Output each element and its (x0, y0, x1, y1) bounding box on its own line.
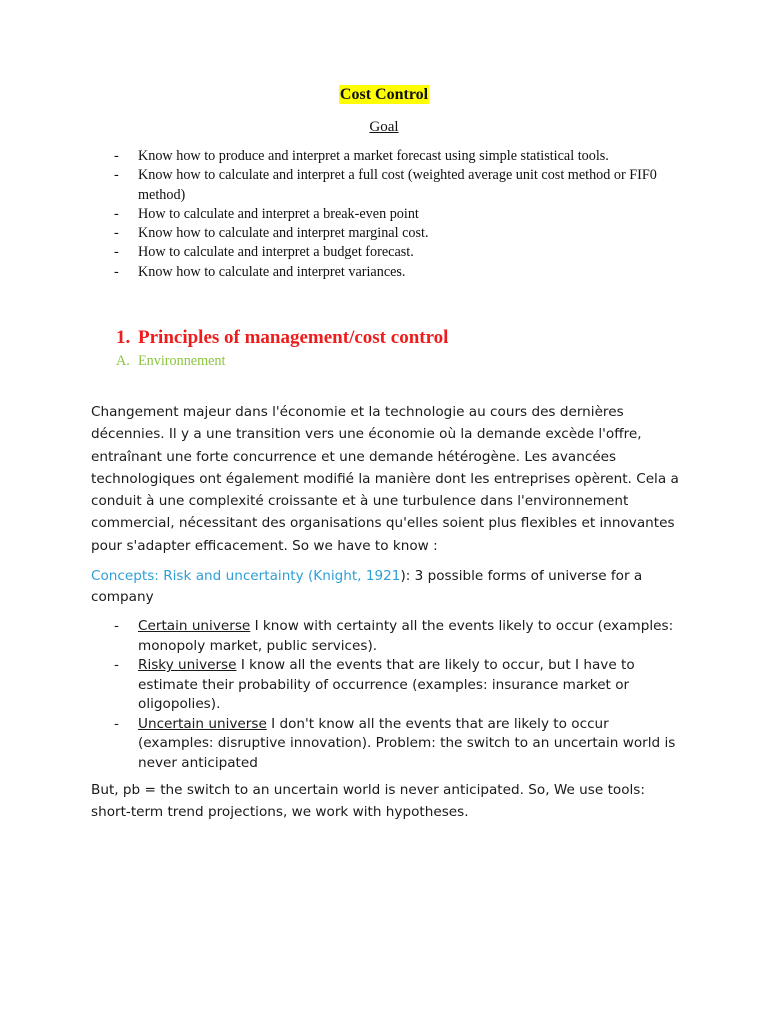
universe-text: I know all the events that are likely to occur, but I have to estimate their probability of occurrence (examples: insurance market or oligopolies). (138, 657, 635, 712)
document-title: Cost Control (339, 86, 429, 103)
goal-item (110, 147, 680, 166)
bullet-dash: - (114, 618, 119, 634)
goal-item (110, 205, 680, 224)
bullet-dash: - (114, 715, 119, 732)
section-heading (116, 327, 448, 349)
section-title: Principles of management/cost control (138, 327, 449, 348)
universe-list (110, 617, 685, 773)
universe-item (110, 656, 685, 715)
subsection-title: Environnement (138, 353, 226, 369)
universe-item (110, 617, 685, 656)
concepts-paragraph (91, 566, 681, 607)
goal-item (110, 243, 680, 262)
bullet-dash: - (114, 148, 119, 164)
title-wrap (0, 86, 768, 104)
bullet-dash: - (114, 657, 119, 673)
universe-text: I don't know all the events that are likely to occur (examples: disruptive innovation). Problem: the switch to an uncertain world is never anticipated (138, 715, 676, 771)
bullet-dash: - (114, 167, 119, 184)
goal-heading: Goal (369, 119, 399, 135)
bullet-dash: - (114, 205, 119, 222)
goal-text: Know how to calculate and interpret marginal cost. (138, 225, 429, 242)
universe-term: Uncertain universe (138, 715, 267, 732)
goal-text: Know how to produce and interpret a market forecast using simple statistical tools. (138, 148, 609, 164)
goals-list (110, 147, 680, 282)
universe-text: I know with certainty all the events likely to occur (examples: monopoly market, public services). (138, 618, 674, 654)
bullet-dash: - (114, 263, 119, 280)
concepts-link[interactable]: Concepts: Risk and uncertainty (Knight, 1921 (91, 568, 401, 584)
goal-text: Know how to calculate and interpret a full cost (weighted average unit cost method or FIF0 method) (138, 167, 657, 203)
universe-term: Certain universe (138, 618, 251, 634)
goal-wrap (0, 118, 768, 136)
goal-item (110, 224, 680, 243)
goal-text: How to calculate and interpret a break-even point (138, 205, 419, 222)
environment-paragraph: Changement majeur dans l'économie et la technologie au cours des dernières décennies. Il y a une transition vers une économie où la demande excède l'offre, entraînant une forte concurrence et une demande hétérogène. Les avancées technologiques ont également modifié la manière dont les entreprises opèrent. Cela a conduit à une complexité croissante et à une turbulence dans l'environnement commercial, nécessitant des organisations qu'elles soient plus flexibles et innovantes pour s'adapter efficacement. So we have to know : (91, 404, 679, 554)
concepts-text: ): 3 possible forms of universe for a company (91, 568, 643, 605)
universe-term: Risky universe (138, 657, 237, 673)
bullet-dash: - (114, 225, 119, 242)
goal-text: Know how to calculate and interpret variances. (138, 263, 406, 280)
bullet-dash: - (114, 244, 119, 261)
universe-item (110, 715, 685, 774)
goal-item (110, 166, 680, 205)
section-number: 1. (116, 327, 131, 348)
goal-item (110, 263, 680, 282)
subsection-heading (116, 353, 225, 370)
subsection-letter: A. (116, 353, 130, 369)
goal-text: How to calculate and interpret a budget forecast. (138, 244, 414, 261)
conclusion-paragraph: But, pb = the switch to an uncertain world is never anticipated. So, We use tools: short-term trend projections, we work with hypotheses. (91, 782, 645, 821)
